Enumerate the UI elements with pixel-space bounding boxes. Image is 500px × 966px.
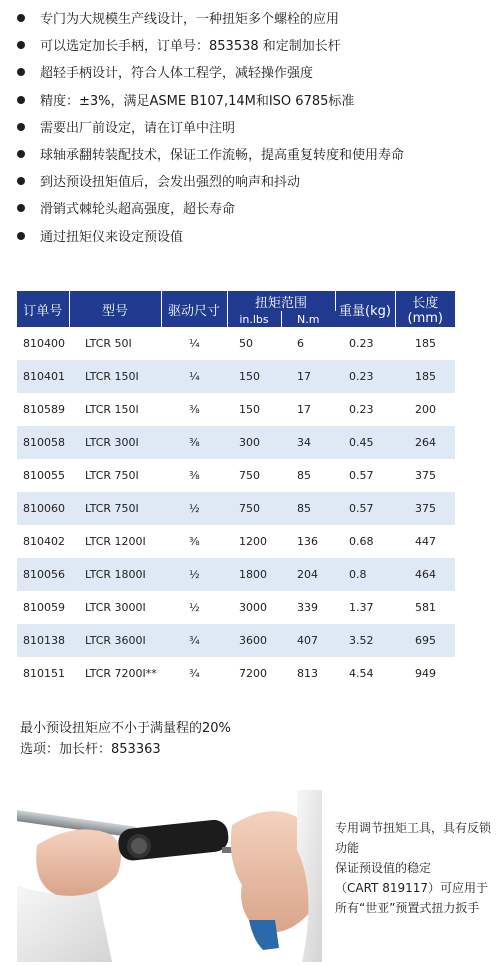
table-row [17,426,455,459]
cell-torque-inlbs: 150 [239,403,260,416]
table-body [17,327,455,690]
cell-order-no: 810400 [23,337,65,350]
header-model: 型号 [69,291,161,327]
feature-item [0,59,500,85]
cell-drive: ¼ [161,360,227,393]
feature-text: 可以选定加长手柄，订单号：853538 和定制加长杆 [40,39,341,55]
feature-text: 通过扭矩仪来设定预设值 [40,229,184,245]
cell-model: LTCR 1200I [85,535,146,548]
cell-length: 447 [415,535,437,548]
bullet-icon [17,68,25,76]
header-torque-range: 扭矩范围 [227,291,335,311]
cell-length: 264 [395,426,455,459]
table-row [17,624,455,657]
header-length: 长度(mm) [395,291,455,327]
cell-model: LTCR 750I [85,469,139,482]
cell-model: LTCR 300I [69,426,161,459]
cell-drive: ½ [161,558,227,591]
cell-order-no: 810056 [17,558,69,591]
bullet-icon [17,232,25,240]
feature-item [0,141,500,167]
cell-weight: 0.23 [335,360,395,393]
cell-drive: ⅜ [189,403,200,416]
photo-caption [335,818,493,918]
cell-drive: ½ [189,601,200,614]
cell-model: LTCR 50I [85,337,132,350]
cell-order-no: 810151 [23,667,65,680]
cell-torque-inlbs: 7200 [239,667,267,680]
feature-item [0,32,500,58]
cell-torque-nm: 85 [281,492,335,525]
cell-torque-nm: 339 [297,601,318,614]
cell-torque-inlbs: 1800 [227,558,281,591]
table-row [17,525,455,558]
cell-torque-inlbs: 3000 [239,601,267,614]
feature-text: 滑销式棘轮头超高强度，超长寿命 [40,202,236,218]
cell-length: 185 [395,360,455,393]
table-row [17,393,455,426]
cell-torque-nm: 204 [281,558,335,591]
cell-length: 200 [415,403,437,416]
option-note: 选项：加长杆：853363 [20,742,161,757]
cell-order-no: 810058 [17,426,69,459]
cell-weight: 0.57 [335,492,395,525]
bullet-icon [17,177,25,185]
cell-order-no: 810589 [23,403,65,416]
feature-text: 到达预设扭矩值后，会发出强烈的响声和抖动 [40,175,301,191]
cell-weight: 3.52 [335,624,395,657]
table-row [17,459,455,492]
cell-torque-inlbs: 3600 [227,624,281,657]
cell-drive: ¾ [189,667,200,680]
cell-length: 185 [415,337,437,350]
cell-order-no: 810060 [17,492,69,525]
cell-weight: 0.57 [349,469,374,482]
cell-model: LTCR 150I [69,360,161,393]
cell-model: LTCR 1800I [69,558,161,591]
cell-torque-nm: 17 [297,403,311,416]
cell-torque-nm: 813 [297,667,318,680]
cell-order-no: 810401 [17,360,69,393]
cell-torque-inlbs: 300 [227,426,281,459]
caption-line-1: 专用调节扭矩工具，具有反锁功能 [335,821,492,855]
cell-torque-nm: 85 [297,469,311,482]
hands-with-wrench-illustration [17,790,322,962]
min-preset-note: 最小预设扭矩应不小于满量程的20% [20,721,231,736]
cell-drive: ⅜ [161,426,227,459]
cell-torque-nm: 17 [281,360,335,393]
cell-length: 464 [395,558,455,591]
cell-drive: ⅜ [189,535,200,548]
bullet-icon [17,14,25,22]
feature-item [0,87,500,113]
cell-torque-nm: 407 [281,624,335,657]
feature-item [0,168,500,194]
bullet-icon [17,96,25,104]
table-row [17,492,455,525]
cell-length: 375 [395,492,455,525]
feature-text: 专门为大规模生产线设计，一种扭矩多个螺栓的应用 [40,12,340,27]
notes [20,718,231,760]
cell-weight: 0.23 [349,337,374,350]
bullet-icon [17,204,25,212]
cell-drive: ⅜ [189,469,200,482]
cell-length: 375 [415,469,437,482]
spec-table [17,291,455,690]
cell-order-no: 810059 [23,601,65,614]
cell-torque-nm: 34 [281,426,335,459]
cell-weight: 0.45 [335,426,395,459]
header-weight: 重量(kg) [335,291,395,327]
feature-item [0,5,500,31]
cell-drive: ½ [161,492,227,525]
cell-length: 581 [415,601,437,614]
header-torque-inlbs: in.lbs [227,311,281,327]
table-row [17,657,455,690]
caption-line-3: （CART 819117）可应用于所有“世亚”预置式扭力扳手 [335,881,489,915]
bullet-icon [17,41,25,49]
caption-line-2: 保证预设值的稳定 [335,861,432,875]
cell-torque-inlbs: 1200 [239,535,267,548]
cell-weight: 4.54 [349,667,374,680]
bullet-icon [17,123,25,131]
cell-model: LTCR 3000I [85,601,146,614]
cell-weight: 0.68 [349,535,374,548]
table-row [17,591,455,624]
feature-text: 精度：±3%，满足ASME B107,14M和ISO 6785标准 [40,93,355,109]
cell-weight: 1.37 [349,601,374,614]
cell-length: 695 [395,624,455,657]
header-torque-nm: N.m [281,311,335,327]
cell-order-no: 810402 [23,535,65,548]
table-row [17,360,455,393]
cell-model: LTCR 7200I** [85,667,157,680]
feature-text: 球轴承翻转装配技术，保证工作流畅，提高重复转度和使用寿命 [40,148,405,163]
feature-item [0,195,500,221]
cell-torque-inlbs: 150 [227,360,281,393]
cell-torque-nm: 136 [297,535,318,548]
product-photo [17,790,322,962]
cell-drive: ¾ [161,624,227,657]
table-row [17,558,455,591]
cell-model: LTCR 750I [69,492,161,525]
bullet-icon [17,150,25,158]
cell-torque-inlbs: 750 [239,469,260,482]
cell-torque-inlbs: 50 [239,337,253,350]
header-order-no: 订单号 [17,291,69,327]
cell-weight: 0.8 [335,558,395,591]
feature-text: 超轻手柄设计，符合人体工程学，减轻操作强度 [40,66,314,82]
cell-length: 949 [415,667,437,680]
cell-weight: 0.23 [349,403,374,416]
cell-model: LTCR 3600I [69,624,161,657]
table-row [17,327,455,360]
feature-text: 需要出厂前设定，请在订单中注明 [40,120,236,136]
cell-order-no: 810138 [17,624,69,657]
feature-item [0,223,500,249]
cell-drive: ¼ [189,337,200,350]
feature-item [0,114,500,140]
cell-model: LTCR 150I [85,403,139,416]
header-drive: 驱动尺寸 [161,291,227,327]
cell-torque-nm: 6 [297,337,304,350]
cell-torque-inlbs: 750 [227,492,281,525]
cell-order-no: 810055 [23,469,65,482]
